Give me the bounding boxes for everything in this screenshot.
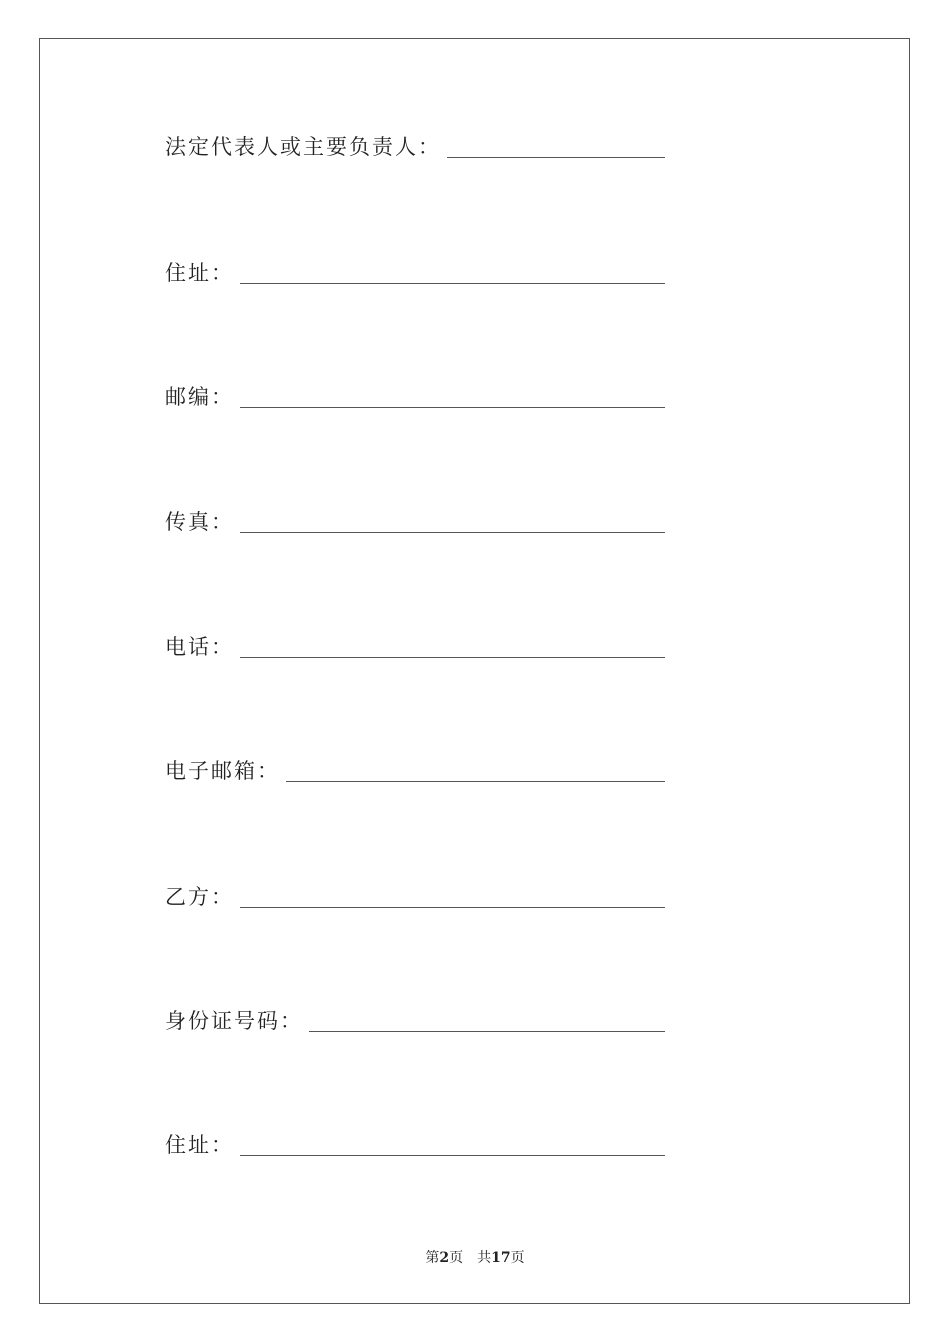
blank-line: [286, 780, 665, 782]
field-label: 电子邮箱：: [165, 759, 280, 783]
field-postcode: [165, 380, 665, 410]
footer-page-unit: 页: [449, 1250, 464, 1266]
field-phone: [165, 630, 665, 660]
current-page-number: 2: [439, 1250, 450, 1266]
blank-line: [240, 906, 665, 908]
field-label: 传真：: [165, 510, 234, 534]
footer-total-prefix: 共: [477, 1250, 492, 1266]
blank-line: [240, 406, 665, 408]
field-label: 住址：: [165, 261, 234, 285]
blank-line: [240, 1154, 665, 1156]
field-address-b: [165, 1128, 665, 1158]
field-legal-representative: [165, 130, 665, 160]
field-label: 邮编：: [165, 385, 234, 409]
total-page-number: 17: [491, 1250, 511, 1266]
footer-total-unit: 页: [510, 1250, 525, 1266]
blank-line: [447, 156, 665, 158]
blank-line: [240, 282, 665, 284]
field-fax: [165, 505, 665, 535]
blank-line: [309, 1030, 665, 1032]
blank-line: [240, 531, 665, 533]
field-label: 身份证号码：: [165, 1009, 303, 1033]
field-label: 电话：: [165, 635, 234, 659]
field-email: [165, 754, 665, 784]
field-party-b: [165, 880, 665, 910]
page-frame: [39, 38, 910, 1304]
field-address: [165, 256, 665, 286]
field-label: 乙方：: [165, 885, 234, 909]
footer-prefix: 第: [425, 1250, 440, 1266]
field-label: 法定代表人或主要负责人：: [165, 135, 441, 159]
field-label: 住址：: [165, 1133, 234, 1157]
page-footer: [0, 1247, 950, 1267]
blank-line: [240, 656, 665, 658]
field-id-number: [165, 1004, 665, 1034]
